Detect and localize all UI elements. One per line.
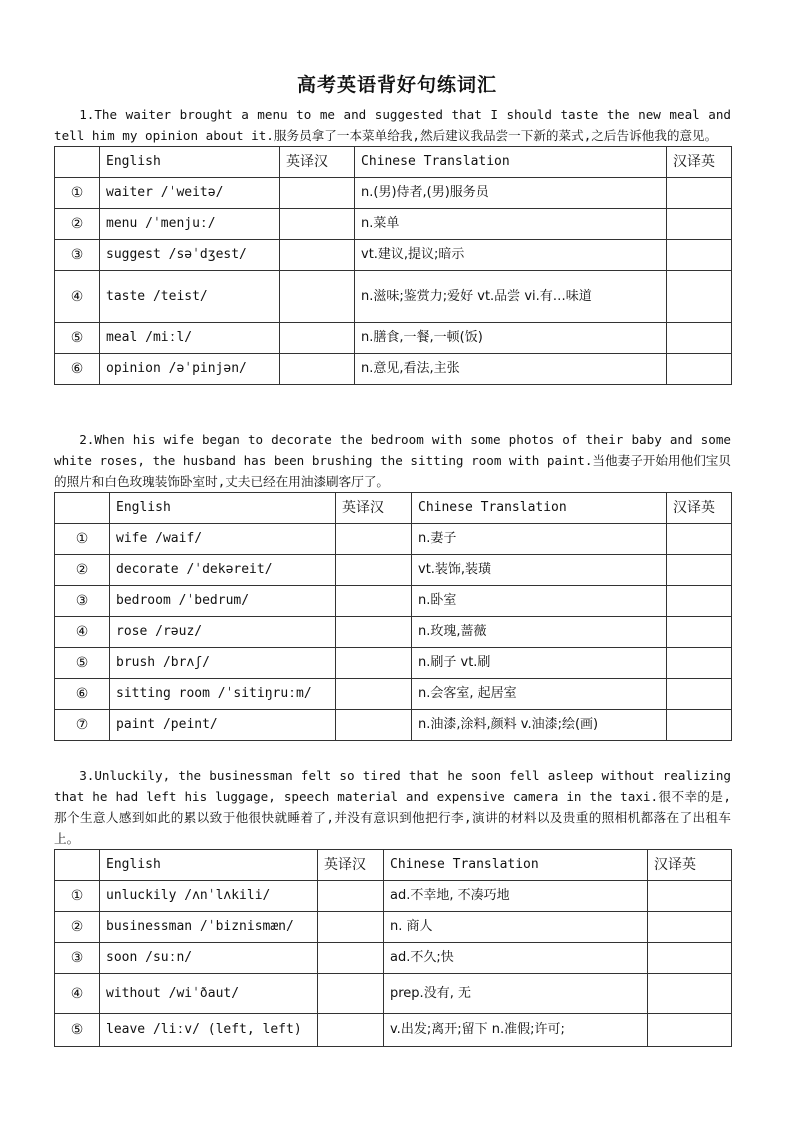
en-to-zh-blank[interactable] <box>318 943 384 974</box>
en-to-zh-blank[interactable] <box>336 586 412 617</box>
header-num <box>55 493 110 524</box>
en-to-zh-blank[interactable] <box>318 974 384 1014</box>
header-english: English <box>100 147 280 178</box>
english-word: rose /rəuz/ <box>110 617 336 648</box>
english-word: suggest /səˈdʒest/ <box>100 240 280 271</box>
english-word: decorate /ˈdekəreit/ <box>110 555 336 586</box>
en-to-zh-blank[interactable] <box>280 209 355 240</box>
english-word: businessman /ˈbiznismæn/ <box>100 912 318 943</box>
table-row <box>55 178 732 209</box>
chinese-translation: prep.没有, 无 <box>384 974 648 1014</box>
section-2 <box>54 429 731 741</box>
chinese-translation: n.滋味;鉴赏力;爱好 vt.品尝 vi.有…味道 <box>355 271 667 323</box>
header-en-to-zh: 英译汉 <box>318 850 384 881</box>
zh-to-en-blank[interactable] <box>667 617 732 648</box>
row-number: ① <box>55 178 100 209</box>
zh-to-en-blank[interactable] <box>667 710 732 741</box>
en-to-zh-blank[interactable] <box>336 710 412 741</box>
chinese-translation: n.妻子 <box>412 524 667 555</box>
zh-to-en-blank[interactable] <box>648 974 732 1014</box>
chinese-translation: n.(男)侍者,(男)服务员 <box>355 178 667 209</box>
table-row <box>55 912 732 943</box>
header-zh-to-en: 汉译英 <box>648 850 732 881</box>
table-row <box>55 648 732 679</box>
chinese-translation: n.玫瑰,蔷薇 <box>412 617 667 648</box>
table-row <box>55 710 732 741</box>
table-row <box>55 323 732 354</box>
chinese-translation: n.意见,看法,主张 <box>355 354 667 385</box>
chinese-translation: n.刷子 vt.刷 <box>412 648 667 679</box>
en-to-zh-blank[interactable] <box>280 271 355 323</box>
english-word: wife /waif/ <box>110 524 336 555</box>
table-row <box>55 354 732 385</box>
chinese-translation: n.会客室, 起居室 <box>412 679 667 710</box>
zh-to-en-blank[interactable] <box>667 555 732 586</box>
header-en-to-zh: 英译汉 <box>336 493 412 524</box>
row-number: ④ <box>55 974 100 1014</box>
en-to-zh-blank[interactable] <box>318 912 384 943</box>
en-to-zh-blank[interactable] <box>280 323 355 354</box>
table-row <box>55 943 732 974</box>
chinese-translation: v.出发;离开;留下 n.准假;许可; <box>384 1014 648 1047</box>
english-word: paint /peint/ <box>110 710 336 741</box>
sentence-paragraph: 3.Unluckily, the businessman felt so tired that he soon fell asleep without realizing that he had left his luggage, speech material and expensive camera in the taxi.很不幸的是,那个生意人感到如此的累以致于他很快就睡着了,并没有意识到他把行李,演讲的材料以及贵重的照相机都落在了出租车上。 <box>54 768 731 846</box>
row-number: ① <box>55 524 110 555</box>
zh-to-en-blank[interactable] <box>667 354 732 385</box>
row-number: ② <box>55 209 100 240</box>
zh-to-en-blank[interactable] <box>648 1014 732 1047</box>
en-to-zh-blank[interactable] <box>318 881 384 912</box>
table-header-row <box>55 850 732 881</box>
zh-to-en-blank[interactable] <box>667 209 732 240</box>
en-to-zh-blank[interactable] <box>280 178 355 209</box>
sentence-paragraph: 1.The waiter brought a menu to me and suggested that I should taste the new meal and tell him my opinion about it.服务员拿了一本菜单给我,然后建议我品尝一下新的菜式,之后告诉他我的意见。 <box>54 107 731 143</box>
zh-to-en-blank[interactable] <box>648 943 732 974</box>
header-num <box>55 147 100 178</box>
en-to-zh-blank[interactable] <box>336 555 412 586</box>
en-to-zh-blank[interactable] <box>336 617 412 648</box>
header-num <box>55 850 100 881</box>
table-row <box>55 524 732 555</box>
zh-to-en-blank[interactable] <box>667 524 732 555</box>
en-to-zh-blank[interactable] <box>336 524 412 555</box>
table-header-row <box>55 147 732 178</box>
chinese-translation: n.膳食,一餐,一顿(饭) <box>355 323 667 354</box>
sentence-paragraph: 2.When his wife began to decorate the bedroom with some photos of their baby and some white roses, the husband has been brushing the sitting room with paint.当他妻子开始用他们宝贝的照片和白色玫瑰装饰卧室时,丈夫已经在用油漆刷客厅了。 <box>54 432 731 489</box>
chinese-translation: ad.不久;快 <box>384 943 648 974</box>
table-row <box>55 1014 732 1047</box>
chinese-translation: n. 商人 <box>384 912 648 943</box>
header-en-to-zh: 英译汉 <box>280 147 355 178</box>
row-number: ⑥ <box>55 679 110 710</box>
en-to-zh-blank[interactable] <box>336 679 412 710</box>
zh-to-en-blank[interactable] <box>667 240 732 271</box>
table-header-row <box>55 493 732 524</box>
row-number: ④ <box>55 271 100 323</box>
chinese-translation: ad.不幸地, 不凑巧地 <box>384 881 648 912</box>
section-3 <box>54 765 731 1047</box>
en-to-zh-blank[interactable] <box>280 354 355 385</box>
english-word: taste /teist/ <box>100 271 280 323</box>
table-row <box>55 555 732 586</box>
english-word: meal /miːl/ <box>100 323 280 354</box>
table-row <box>55 679 732 710</box>
table-row <box>55 974 732 1014</box>
table-row <box>55 586 732 617</box>
header-zh-to-en: 汉译英 <box>667 493 732 524</box>
english-word: bedroom /ˈbedrum/ <box>110 586 336 617</box>
english-word: soon /suːn/ <box>100 943 318 974</box>
english-word: without /wiˈðaut/ <box>100 974 318 1014</box>
en-to-zh-blank[interactable] <box>318 1014 384 1047</box>
row-number: ③ <box>55 586 110 617</box>
row-number: ⑤ <box>55 323 100 354</box>
zh-to-en-blank[interactable] <box>648 912 732 943</box>
row-number: ① <box>55 881 100 912</box>
zh-to-en-blank[interactable] <box>648 881 732 912</box>
chinese-translation: n.卧室 <box>412 586 667 617</box>
zh-to-en-blank[interactable] <box>667 586 732 617</box>
header-zh-to-en: 汉译英 <box>667 147 732 178</box>
row-number: ③ <box>55 240 100 271</box>
vocab-table <box>54 146 732 385</box>
chinese-translation: n.油漆,涂料,颜料 v.油漆;绘(画) <box>412 710 667 741</box>
english-word: leave /liːv/ (left, left) <box>100 1014 318 1047</box>
row-number: ⑤ <box>55 648 110 679</box>
table-row <box>55 271 732 323</box>
row-number: ③ <box>55 943 100 974</box>
english-word: waiter /ˈweitə/ <box>100 178 280 209</box>
row-number: ⑦ <box>55 710 110 741</box>
row-number: ② <box>55 555 110 586</box>
english-word: menu /ˈmenjuː/ <box>100 209 280 240</box>
section-1 <box>54 104 731 385</box>
header-chinese-translation: Chinese Translation <box>384 850 648 881</box>
english-word: unluckily /ʌnˈlʌkili/ <box>100 881 318 912</box>
zh-to-en-blank[interactable] <box>667 679 732 710</box>
zh-to-en-blank[interactable] <box>667 323 732 354</box>
table-row <box>55 881 732 912</box>
english-word: brush /brʌʃ/ <box>110 648 336 679</box>
row-number: ⑤ <box>55 1014 100 1047</box>
zh-to-en-blank[interactable] <box>667 178 732 209</box>
row-number: ⑥ <box>55 354 100 385</box>
chinese-translation: n.菜单 <box>355 209 667 240</box>
chinese-translation: vt.装饰,装璜 <box>412 555 667 586</box>
zh-to-en-blank[interactable] <box>667 648 732 679</box>
table-row <box>55 240 732 271</box>
header-chinese-translation: Chinese Translation <box>355 147 667 178</box>
page-title: 高考英语背好句练词汇 <box>296 74 497 96</box>
header-chinese-translation: Chinese Translation <box>412 493 667 524</box>
chinese-translation: vt.建议,提议;暗示 <box>355 240 667 271</box>
row-number: ④ <box>55 617 110 648</box>
zh-to-en-blank[interactable] <box>667 271 732 323</box>
table-row <box>55 617 732 648</box>
table-row <box>55 209 732 240</box>
vocab-table <box>54 849 732 1047</box>
row-number: ② <box>55 912 100 943</box>
english-word: opinion /əˈpinjən/ <box>100 354 280 385</box>
header-english: English <box>110 493 336 524</box>
vocab-table <box>54 492 732 741</box>
english-word: sitting room /ˈsitiŋruːm/ <box>110 679 336 710</box>
en-to-zh-blank[interactable] <box>336 648 412 679</box>
en-to-zh-blank[interactable] <box>280 240 355 271</box>
header-english: English <box>100 850 318 881</box>
